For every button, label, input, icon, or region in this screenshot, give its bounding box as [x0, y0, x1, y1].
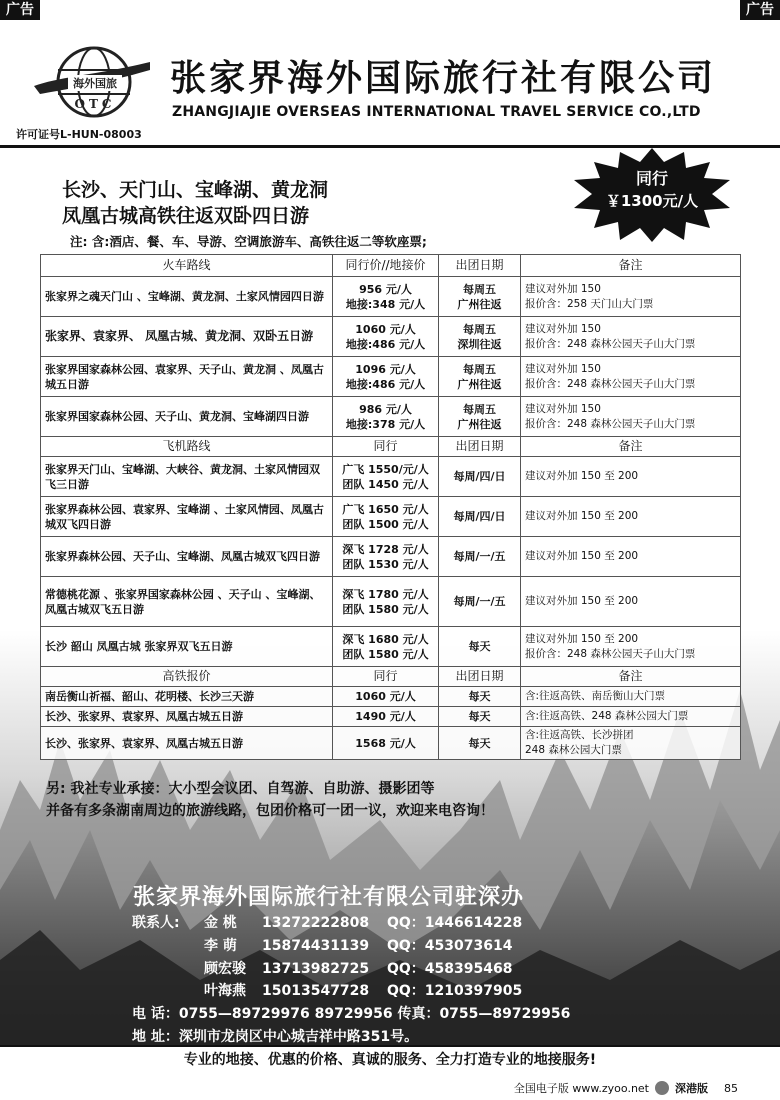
cell-line: 报价含：248 森林公园天子山大门票	[525, 647, 696, 660]
price-cell	[333, 457, 439, 497]
column-header: 飞机路线	[41, 437, 333, 457]
column-header: 出团日期	[439, 255, 521, 277]
table-header-row	[41, 667, 741, 687]
address-text: 地 址：深圳市龙岗区中心城吉祥中路351号。	[132, 1028, 419, 1045]
footer-site: 全国电子版 www.zyoo.net	[513, 1082, 649, 1095]
remark-cell	[521, 317, 741, 357]
column-header: 火车路线	[41, 255, 333, 277]
slogan: 专业的地接、优惠的价格、真诚的服务、全力打造专业的地接服务!	[0, 1045, 780, 1075]
cell-line: 每周五	[463, 362, 496, 376]
cell-line: 每周/四/日	[453, 470, 506, 483]
column-header: 同行	[333, 667, 439, 687]
cell-line: 团队 1450 元/人	[342, 477, 429, 491]
cell-line: 每周/一/五	[453, 595, 506, 608]
table-header-row	[41, 255, 741, 277]
column-header: 备注	[521, 667, 741, 687]
footer-edition: 深港版	[675, 1082, 708, 1095]
contact-qq: QQ：1210397905	[387, 983, 523, 1000]
route-cell: 长沙、张家界、袁家界、凤凰古城五日游	[41, 707, 333, 727]
cell-line: 含:往返高铁、248 森林公园大门票	[525, 710, 689, 722]
cell-line: 每周五	[463, 322, 496, 336]
table-row	[41, 537, 741, 577]
company-name-en: ZHANGJIAJIE OVERSEAS INTERNATIONAL TRAVEL SERVICE CO.,LTD	[172, 104, 701, 120]
contact-label: 联系人:	[132, 915, 180, 931]
table-row	[41, 727, 741, 760]
cell-line: 报价含：248 森林公园天子山大门票	[525, 377, 696, 390]
cell-line: 每周/四/日	[453, 510, 506, 523]
table-row	[41, 357, 741, 397]
price-cell	[333, 687, 439, 707]
date-cell	[439, 537, 521, 577]
cell-line: 深圳往返	[457, 337, 502, 351]
cell-line: 地接:348 元/人	[345, 297, 426, 311]
cell-line: 每天	[468, 640, 491, 653]
promo-note: 注: 含:酒店、餐、车、导游、空调旅游车、高铁往返二等软座票;	[70, 234, 427, 249]
remark-cell	[521, 457, 741, 497]
price-cell	[333, 357, 439, 397]
price-cell	[333, 627, 439, 667]
cell-line: 建议对外加 150 至 200	[525, 595, 639, 607]
routes-table	[40, 254, 741, 760]
column-header: 高铁报价	[41, 667, 333, 687]
price-cell	[333, 317, 439, 357]
cell-line: 报价含：258 天门山大门票	[525, 297, 654, 310]
phone-fax-text: 电 话：0755—89729976 89729956 传真：0755—89729956	[132, 1006, 571, 1023]
badge-icon	[655, 1081, 669, 1095]
date-cell	[439, 627, 521, 667]
cell-line: 建议对外加 150 至 200	[525, 510, 639, 522]
column-header: 出团日期	[439, 437, 521, 457]
license-number: 许可证号L-HUN-08003	[16, 128, 142, 141]
contact-name: 李 萌	[204, 937, 237, 954]
route-cell: 张家界森林公园、天子山、宝峰湖、凤凰古城双飞四日游	[41, 537, 333, 577]
cell-line: 广飞 1550/元/人	[342, 462, 429, 476]
cell-line: 每天	[468, 736, 491, 750]
contact-phone: 13713982725	[262, 960, 370, 977]
price-cell	[333, 497, 439, 537]
price-cell	[333, 397, 439, 437]
column-header: 同行	[333, 437, 439, 457]
remark-cell	[521, 727, 741, 760]
table-row	[41, 277, 741, 317]
cell-line: 建议对外加 150	[525, 362, 601, 375]
route-cell: 张家界之魂天门山 、宝峰湖、黄龙洞、土家风情园四日游	[41, 277, 333, 317]
cell-line: 广州往返	[457, 417, 502, 431]
cell-line: 每周/一/五	[453, 550, 506, 563]
cell-line: 建议对外加 150	[525, 402, 601, 415]
logo-text: 海外国旅	[73, 77, 117, 90]
route-cell: 张家界、袁家界、 凤凰古城、黄龙洞、双卧五日游	[41, 317, 333, 357]
cell-line: 248 森林公园大门票	[525, 744, 622, 756]
promo-title	[62, 177, 328, 229]
cell-line: 地接:486 元/人	[345, 377, 426, 391]
date-cell	[439, 687, 521, 707]
remark-cell	[521, 397, 741, 437]
table-row	[41, 707, 741, 727]
price-badge-text	[572, 168, 732, 212]
cell-line: 地接:378 元/人	[345, 417, 426, 431]
cell-line: 每周五	[463, 282, 496, 296]
price-cell	[333, 727, 439, 760]
column-header: 同行价//地接价	[333, 255, 439, 277]
table-row	[41, 687, 741, 707]
date-cell	[439, 317, 521, 357]
contact-phone: 15874431139	[262, 937, 370, 954]
date-cell	[439, 357, 521, 397]
promo-title-line: 长沙、天门山、宝峰湖、黄龙洞	[62, 179, 329, 201]
table-row	[41, 317, 741, 357]
promo-title-line: 凤凰古城高铁往返双卧四日游	[62, 205, 310, 227]
route-cell: 张家界国家森林公园、天子山、黄龙洞、宝峰湖四日游	[41, 397, 333, 437]
route-cell: 南岳衡山祈福、韶山、花明楼、长沙三天游	[41, 687, 333, 707]
cell-line: 每天	[468, 710, 491, 723]
date-cell	[439, 277, 521, 317]
cell-line: 每周五	[463, 402, 496, 416]
cell-line: 建议对外加 150 至 200	[525, 470, 639, 482]
company-name-cn: 张家界海外国际旅行社有限公司	[170, 58, 717, 99]
table-row	[41, 627, 741, 667]
cell-line: 1490 元/人	[355, 710, 416, 723]
cell-line: 广州往返	[457, 377, 502, 391]
remark-cell	[521, 277, 741, 317]
column-header: 备注	[521, 437, 741, 457]
cell-line: 1060 元/人	[355, 690, 416, 703]
date-cell	[439, 497, 521, 537]
cell-line: 团队 1530 元/人	[342, 557, 429, 571]
price-cell	[333, 707, 439, 727]
cell-line: 深飞 1780 元/人	[342, 587, 429, 601]
contact-qq: QQ：453073614	[387, 937, 513, 954]
cell-line: 含:往返高铁、南岳衡山大门票	[525, 690, 666, 702]
remark-cell	[521, 577, 741, 627]
table-header-row	[41, 437, 741, 457]
cell-line: 报价含：248 森林公园天子山大门票	[525, 337, 696, 350]
cell-line: 1060 元/人	[355, 322, 416, 336]
remark-cell	[521, 707, 741, 727]
route-cell: 张家界国家森林公园、袁家界、天子山、黄龙洞 、凤凰古城五日游	[41, 357, 333, 397]
extra-line: 另: 我社专业承接：大小型会议团、自驾游、自助游、摄影团等	[46, 781, 435, 797]
header	[0, 20, 780, 148]
contact-name: 顾宏骏	[204, 960, 246, 977]
remark-cell	[521, 687, 741, 707]
date-cell	[439, 707, 521, 727]
route-cell: 常德桃花源 、张家界国家森林公园 、天子山 、宝峰湖、 凤凰古城双飞五日游	[41, 577, 333, 627]
footer	[514, 1080, 738, 1096]
date-cell	[439, 397, 521, 437]
cell-line: 团队 1500 元/人	[342, 517, 429, 531]
cell-line: 956 元/人	[359, 282, 412, 296]
cell-line: 深飞 1680 元/人	[342, 632, 429, 646]
cell-line: 广飞 1650 元/人	[342, 502, 429, 516]
remark-cell	[521, 627, 741, 667]
table-row	[41, 457, 741, 497]
globe-logo-icon	[32, 40, 152, 130]
remark-cell	[521, 357, 741, 397]
price-cell	[333, 537, 439, 577]
cell-line: 广州往返	[457, 297, 502, 311]
cell-line: 建议对外加 150 至 200	[525, 632, 639, 645]
logo-abbr: OTC	[74, 97, 116, 111]
contact-phone: 13272222808	[262, 915, 370, 931]
extra-line: 并备有多条湖南周边的旅游线路，包团价格可一团一议，欢迎来电咨询！	[46, 803, 494, 819]
ad-tag-right: 广告	[740, 0, 780, 20]
ad-tag-left: 广告	[0, 0, 40, 20]
remark-cell	[521, 497, 741, 537]
badge-label: 同行	[635, 169, 668, 188]
cell-line: 每天	[468, 690, 491, 703]
page-number: 85	[724, 1081, 738, 1095]
date-cell	[439, 577, 521, 627]
route-cell: 张家界天门山、宝峰湖、大峡谷、黄龙洞、土家风情园双飞三日游	[41, 457, 333, 497]
contact-name: 叶海燕	[204, 983, 246, 1000]
contact-name: 金 桃	[204, 915, 237, 931]
cell-line: 建议对外加 150	[525, 282, 601, 295]
route-cell: 张家界森林公园、袁家界、宝峰湖 、土家风情园、凤凰古城双飞四日游	[41, 497, 333, 537]
cell-line: 建议对外加 150	[525, 322, 601, 335]
cell-line: 1096 元/人	[355, 362, 416, 376]
cell-line: 地接:486 元/人	[345, 337, 426, 351]
table-row	[41, 397, 741, 437]
table-row	[41, 497, 741, 537]
column-header: 出团日期	[439, 667, 521, 687]
cell-line: 1568 元/人	[355, 736, 416, 750]
date-cell	[439, 727, 521, 760]
badge-price: ￥1300元/人	[605, 192, 699, 210]
cell-line: 团队 1580 元/人	[342, 602, 429, 616]
price-cell	[333, 277, 439, 317]
contact-qq: QQ：458395468	[387, 960, 513, 977]
cell-line: 986 元/人	[359, 402, 412, 416]
cell-line: 深飞 1728 元/人	[342, 542, 429, 556]
date-cell	[439, 457, 521, 497]
route-cell: 长沙、张家界、袁家界、凤凰古城五日游	[41, 727, 333, 760]
cell-line: 含:往返高铁、长沙拼团	[525, 729, 634, 741]
cell-line: 建议对外加 150 至 200	[525, 550, 639, 562]
price-cell	[333, 577, 439, 627]
remark-cell	[521, 537, 741, 577]
contact-qq: QQ：1446614228	[387, 915, 523, 931]
extra-services	[46, 778, 494, 822]
table-row	[41, 577, 741, 627]
office-title: 张家界海外国际旅行社有限公司驻深办	[133, 885, 525, 910]
cell-line: 团队 1580 元/人	[342, 647, 429, 661]
cell-line: 报价含：248 森林公园天子山大门票	[525, 417, 696, 430]
contact-phone: 15013547728	[262, 983, 370, 1000]
route-cell: 长沙 韶山 凤凰古城 张家界双飞五日游	[41, 627, 333, 667]
column-header: 备注	[521, 255, 741, 277]
